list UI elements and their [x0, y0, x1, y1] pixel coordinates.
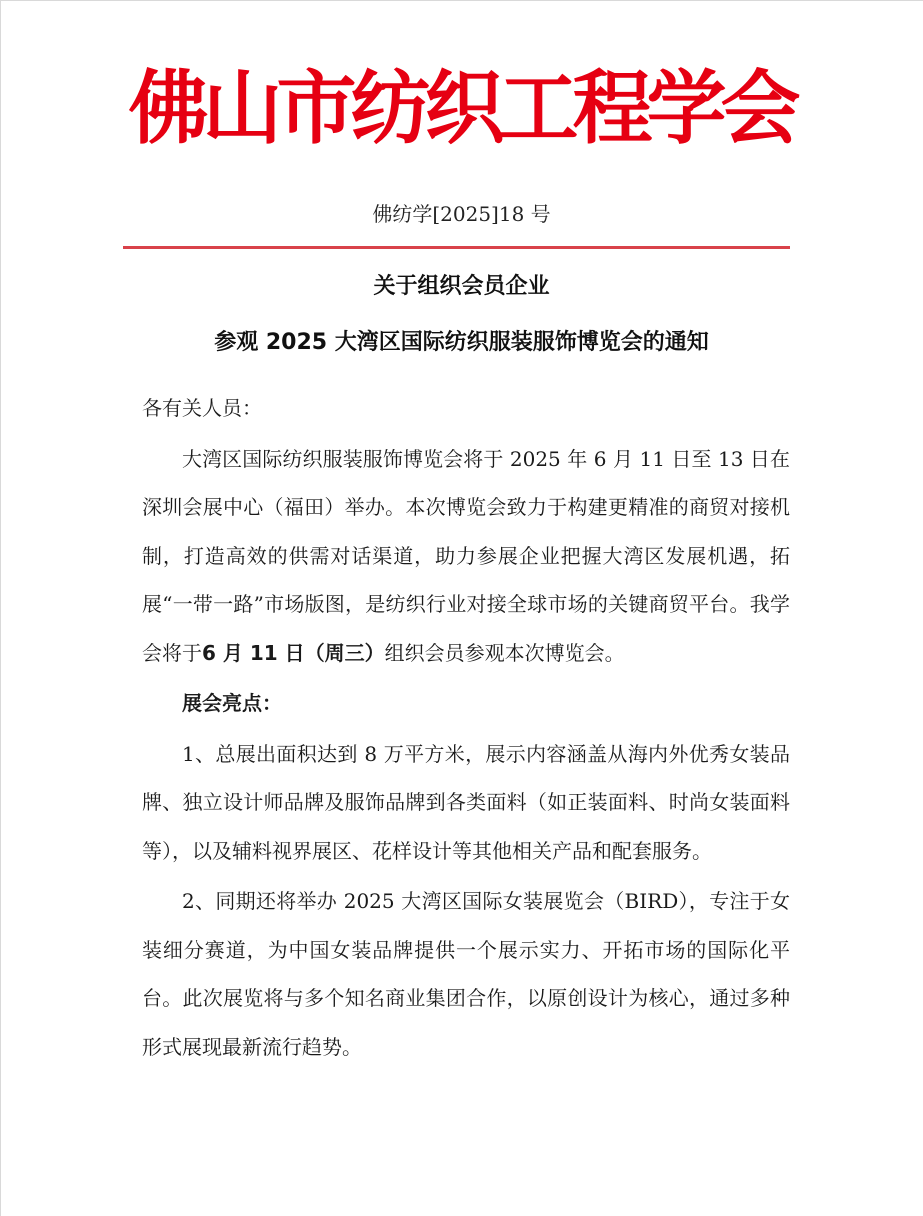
notice-title-line1: 关于组织会员企业 — [373, 274, 550, 299]
highlights-heading: 展会亮点： — [182, 691, 282, 715]
document-number: 佛纺学[2025]18 号 — [372, 202, 551, 226]
red-divider-rule — [123, 246, 790, 249]
notice-body — [142, 384, 790, 1073]
page-border-left — [0, 0, 1, 1216]
salutation: 各有关人员： — [142, 396, 262, 420]
notice-title-line2: 参观 2025 大湾区国际纺织服装服饰博览会的通知 — [214, 330, 709, 355]
intro-text-end: 组织会员参观本次博览会。 — [384, 640, 625, 665]
highlight-item-2: 2、同期还将举办 2025 大湾区国际女装展览会（BIRD），专注于女装细分赛道，为中国女装品牌提供一个展示实力、开拓市场的国际化平台。此次展览将与多个知名商业集团合作，以原创设计为核心，通过多种形式展现最新流行趋势。 — [142, 889, 790, 1059]
visit-date-emphasis: 6 月 11 日（周三） — [202, 640, 385, 665]
page-border-top — [0, 0, 923, 1]
highlight-item-1: 1、总展出面积达到 8 万平方米，展示内容涵盖从海内外优秀女装品牌、独立设计师品牌及服饰品牌到各类面料（如正装面料、时尚女装面料等），以及辅料视界展区、花样设计等其他相关产品和配套服务。 — [142, 741, 790, 863]
organization-name: 佛山市纺织工程学会 — [128, 61, 795, 155]
intro-paragraph — [142, 435, 790, 678]
intro-text-start: 大湾区国际纺织服装服饰博览会将于 2025 年 6 月 11 日至 13 日在深圳会展中心（福田）举办。本次博览会致力于构建更精准的商贸对接机制，打造高效的供需对话渠道，助力参展企业把握大湾区发展机遇，拓展“一带一路”市场版图，是纺织行业对接全球市场的关键商贸平台。我学会将于 — [142, 446, 790, 665]
